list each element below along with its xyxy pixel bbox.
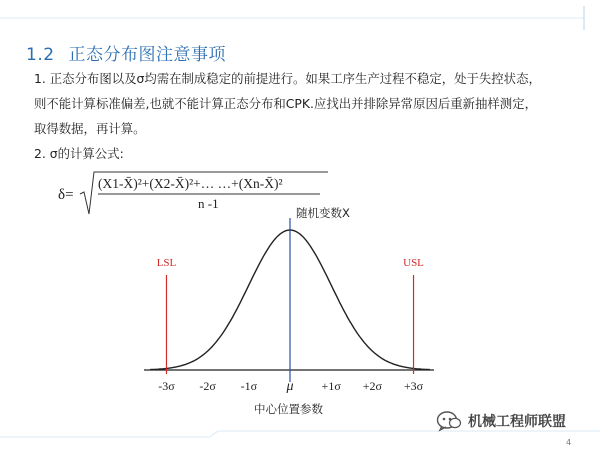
x-axis-label: 中心位置参数 (254, 402, 323, 416)
formula-lhs: δ= (58, 187, 74, 203)
chart-marks (144, 218, 434, 394)
formula-numerator: (X1-X̄)²+(X2-X̄)²+… …+(Xn-X̄)² (98, 176, 283, 191)
section-title: 正态分布图注意事项 (68, 45, 227, 65)
x-tick-label: +2σ (362, 379, 382, 393)
x-tick-label: -3σ (158, 379, 175, 393)
paragraph-1-line-2: 则不能计算标准偏差,也就不能计算正态分布和CPK.应找出并排除异常原因后重新抽样测定， (34, 96, 537, 111)
formula-denominator: n -1 (198, 196, 219, 211)
section-heading (26, 40, 226, 65)
body-text (34, 66, 579, 166)
watermark (436, 410, 566, 432)
lsl-label: LSL (156, 257, 177, 269)
x-tick-label: -2σ (199, 379, 216, 393)
wechat-official-account-icon (436, 410, 462, 432)
paragraph-1-line-3: 取得数据，再计算。 (34, 121, 146, 136)
x-tick-label: -1σ (240, 379, 258, 393)
y-axis-label: 随机变数X (296, 206, 350, 220)
paragraph-2: 2. σ的计算公式: (34, 146, 124, 161)
usl-label: USL (403, 257, 424, 269)
normal-distribution-chart (130, 200, 450, 420)
x-tick-label: μ (286, 379, 294, 394)
x-tick-label: +1σ (321, 379, 341, 393)
x-tick-label: +3σ (403, 379, 424, 393)
watermark-text: 机械工程师联盟 (468, 414, 566, 430)
paragraph-1-line-1: 1. 正态分布图以及σ均需在制成稳定的前提进行。如果工序生产过程不稳定，处于失控状态， (34, 71, 541, 86)
section-number: 1.2 (26, 45, 55, 65)
page-number: 4 (566, 438, 572, 447)
